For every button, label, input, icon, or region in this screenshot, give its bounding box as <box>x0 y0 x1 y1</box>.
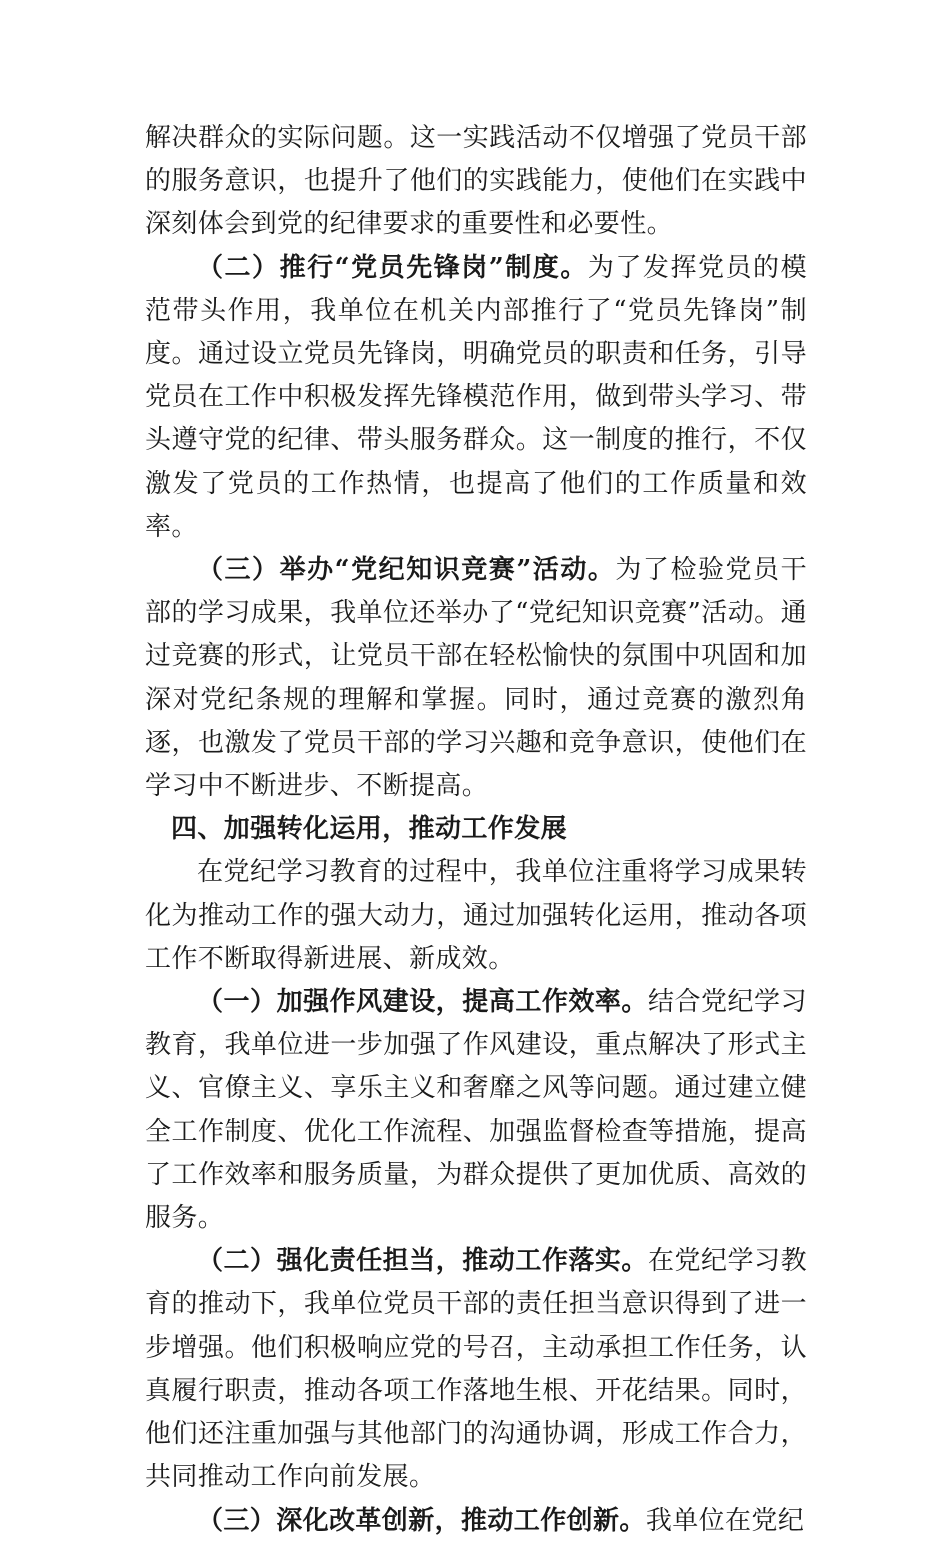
paragraph-body: 为了检验党员干部的学习成果，我单位还举办了“党纪知识竞赛”活动。通过竞赛的形式，让党员干部在轻松愉快的氛围中巩固和加深对党纪条规的理解和掌握。同时，通过竞赛的激烈角逐，也激发了党员干部的学习兴趣和竞争意识，使他们在学习中不断进步、不断提高。 <box>145 555 807 802</box>
paragraph-responsibility <box>145 1240 807 1499</box>
paragraph-lead: （三）举办“党纪知识竞赛”活动。 <box>197 555 616 586</box>
paragraph-pioneer-post <box>145 247 807 549</box>
paragraph-body: 为了发挥党员的模范带头作用，我单位在机关内部推行了“党员先锋岗”制度。通过设立党员先锋岗，明确党员的职责和任务，引导党员在工作中积极发挥先锋模范作用，做到带头学习、带头遵守党的纪律、带头服务群众。这一制度的推行，不仅激发了党员的工作热情，也提高了他们的工作质量和效率。 <box>145 252 807 542</box>
paragraph-body: 结合党纪学习教育，我单位进一步加强了作风建设，重点解决了形式主义、官僚主义、享乐主义和奢靡之风等问题。通过建立健全工作制度、优化工作流程、加强监督检查等措施，提高了工作效率和服务质量，为群众提供了更加优质、高效的服务。 <box>145 987 807 1234</box>
document-page <box>145 117 807 1543</box>
paragraph-lead: （二）推行“党员先锋岗”制度。 <box>197 252 588 283</box>
paragraph-body: 我单位在党纪 <box>645 1505 805 1536</box>
paragraph-body: 在党纪学习教育的推动下，我单位党员干部的责任担当意识得到了进一步增强。他们积极响应党的号召，主动承担工作任务，认真履行职责，推动各项工作落地生根、开花结果。同时，他们还注重加强与其他部门的沟通协调，形成工作合力，共同推动工作向前发展。 <box>145 1246 807 1493</box>
paragraph-reform-innovation <box>145 1500 807 1543</box>
section-heading: 四、加强转化运用，推动工作发展 <box>171 814 568 845</box>
paragraph-continued: 解决群众的实际问题。这一实践活动不仅增强了党员干部的服务意识，也提升了他们的实践能力，使他们在实践中深刻体会到党的纪律要求的重要性和必要性。 <box>145 123 807 240</box>
paragraph-lead: （三）深化改革创新，推动工作创新。 <box>197 1505 646 1536</box>
paragraph-work-style <box>145 981 807 1240</box>
section-intro-paragraph: 在党纪学习教育的过程中，我单位注重将学习成果转化为推动工作的强大动力，通过加强转化运用，推动各项工作不断取得新进展、新成效。 <box>145 857 807 974</box>
paragraph-knowledge-contest <box>145 549 807 808</box>
paragraph-lead: （一）加强作风建设，提高工作效率。 <box>197 987 648 1018</box>
paragraph-lead: （二）强化责任担当，推动工作落实。 <box>197 1246 648 1277</box>
